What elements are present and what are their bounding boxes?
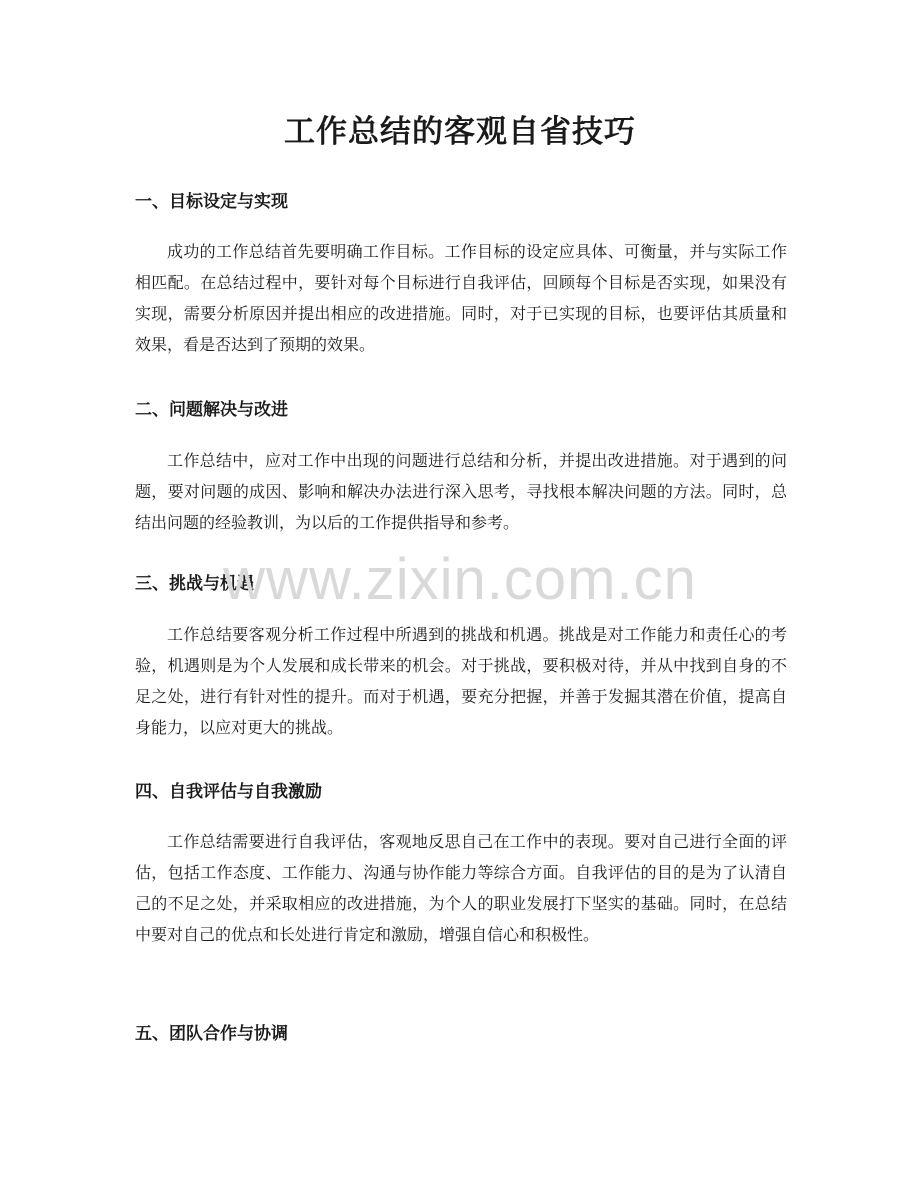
section-body-self-evaluation: 工作总结需要进行自我评估，客观地反思自己在工作中的表现。要对自己进行全面的评估，包括工作态度、工作能力、沟通与协作能力等综合方面。自我评估的目的是为了认清自己的不足之处，并采取相应的改进措施，为个人的职业发展打下坚实的基础。同时，在总结中要对自己的优点和长处进行肯定和激励，增强自信心和积极性。 [135, 832, 787, 944]
section-heading-teamwork: 五、团队合作与协调 [135, 1024, 288, 1044]
watermark: www.zixin.com.cn [223, 547, 697, 612]
section-body-challenges: 工作总结要客观分析工作过程中所遇到的挑战和机遇。挑战是对工作能力和责任心的考验，机遇则是为个人发展和成长带来的机会。对于挑战，要积极对待，并从中找到自身的不足之处，进行有针对性的提升。而对于机遇，要充分把握，并善于发掘其潜在价值，提高自身能力，以应对更大的挑战。 [135, 625, 787, 737]
section-heading-goals: 一、目标设定与实现 [135, 192, 288, 212]
section-heading-problems: 二、问题解决与改进 [135, 400, 288, 420]
section-body-problems: 工作总结中，应对工作中出现的问题进行总结和分析，并提出改进措施。对于遇到的问题，要对问题的成因、影响和解决办法进行深入思考，寻找根本解决问题的方法。同时，总结出问题的经验教训，为以后的工作提供指导和参考。 [135, 451, 787, 532]
section-body-goals: 成功的工作总结首先要明确工作目标。工作目标的设定应具体、可衡量，并与实际工作相匹配。在总结过程中，要针对每个目标进行自我评估，回顾每个目标是否实现，如果没有实现，需要分析原因并提出相应的改进措施。同时，对于已实现的目标，也要评估其质量和效果，看是否达到了预期的效果。 [135, 242, 787, 354]
section-heading-self-evaluation: 四、自我评估与自我激励 [135, 782, 322, 802]
page-title: 工作总结的客观自省技巧 [284, 114, 636, 150]
section-heading-challenges: 三、挑战与机遇 [135, 574, 254, 594]
